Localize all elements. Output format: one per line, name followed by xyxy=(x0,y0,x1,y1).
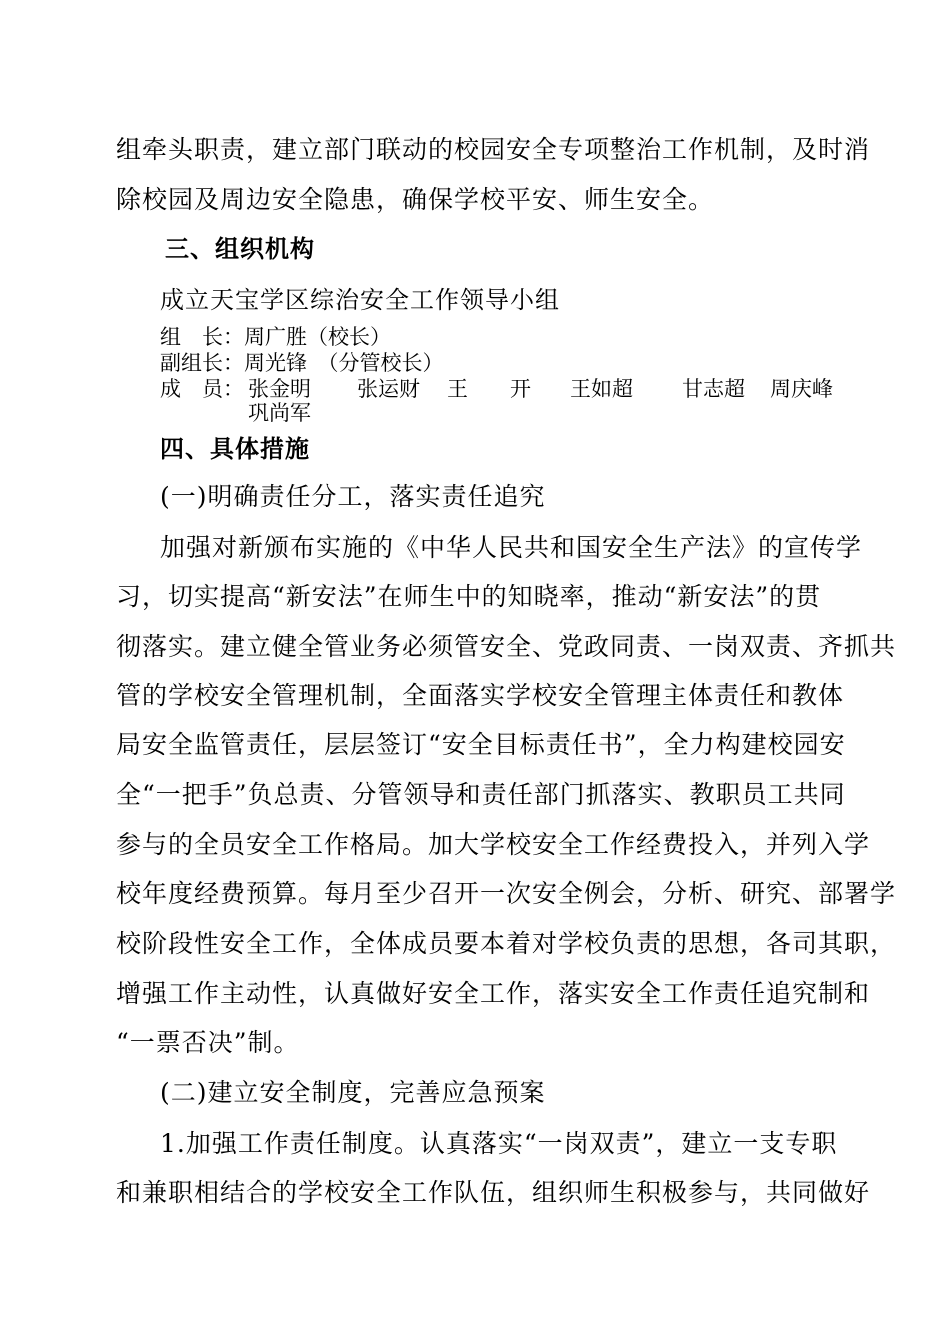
paragraph-line: 校年度经费预算。每月至少召开一次安全例会，分析、研究、部署学 xyxy=(116,879,897,908)
member-name: 王 开 xyxy=(447,377,531,401)
section-3-subtitle: 成立天宝学区综治安全工作领导小组 xyxy=(160,286,560,314)
subsection-2-heading: (二)建立安全制度，完善应急预案 xyxy=(160,1078,546,1107)
section-4-heading: 四、具体措施 xyxy=(160,435,310,463)
member-name: 张运财 xyxy=(357,377,420,401)
paragraph-line: 校阶段性安全工作，全体成员要本着对学校负责的思想，各司其职， xyxy=(116,929,897,958)
paragraph-line: 彻落实。建立健全管业务必须管安全、党政同责、一岗双责、齐抓共 xyxy=(116,632,897,661)
member-name: 王如超 xyxy=(570,377,633,401)
member-name: 周庆峰 xyxy=(770,377,833,401)
leader-line: 组 长：周广胜（校长） xyxy=(160,325,391,349)
subsection-1-heading: (一)明确责任分工，落实责任追究 xyxy=(160,482,546,511)
member-name: 甘志超 xyxy=(682,377,745,401)
paragraph-line: 增强工作主动性，认真做好安全工作，落实安全工作责任追究制和 xyxy=(116,979,871,1008)
paragraph-line: 和兼职相结合的学校安全工作队伍，组织师生积极参与，共同做好 xyxy=(116,1178,871,1207)
paragraph-line: 管的学校安全管理机制，全面落实学校安全管理主体责任和教体 xyxy=(116,681,845,710)
paragraph-line: “一票否决”制。 xyxy=(116,1028,300,1057)
paragraph-line: 参与的全员安全工作格局。加大学校安全工作经费投入，并列入学 xyxy=(116,830,871,859)
paragraph-line: 局安全监管责任，层层签订“安全目标责任书”，全力构建校园安 xyxy=(116,730,846,759)
paragraph-line: 习，切实提高“新安法”在师生中的知晓率，推动“新安法”的贯 xyxy=(116,582,822,611)
deputy-line: 副组长：周光锋 （分管校长） xyxy=(160,351,444,375)
intro-line-2: 除校园及周边安全隐患，确保学校平安、师生安全。 xyxy=(116,185,715,214)
section-3-heading: 三、组织机构 xyxy=(165,235,315,263)
paragraph-line: 全“一把手”负总责、分管领导和责任部门抓落实、教职员工共同 xyxy=(116,780,846,809)
paragraph-line: 1.加强工作责任制度。认真落实“一岗双责”，建立一支专职 xyxy=(160,1129,838,1158)
member-name: 张金明 xyxy=(248,377,311,401)
member-name: 巩尚军 xyxy=(248,401,311,425)
paragraph-line: 加强对新颁布实施的《中华人民共和国安全生产法》的宣传学 xyxy=(160,533,863,562)
members-label: 成 员： xyxy=(160,377,244,401)
intro-line-1: 组牵头职责，建立部门联动的校园安全专项整治工作机制，及时消 xyxy=(116,135,871,164)
